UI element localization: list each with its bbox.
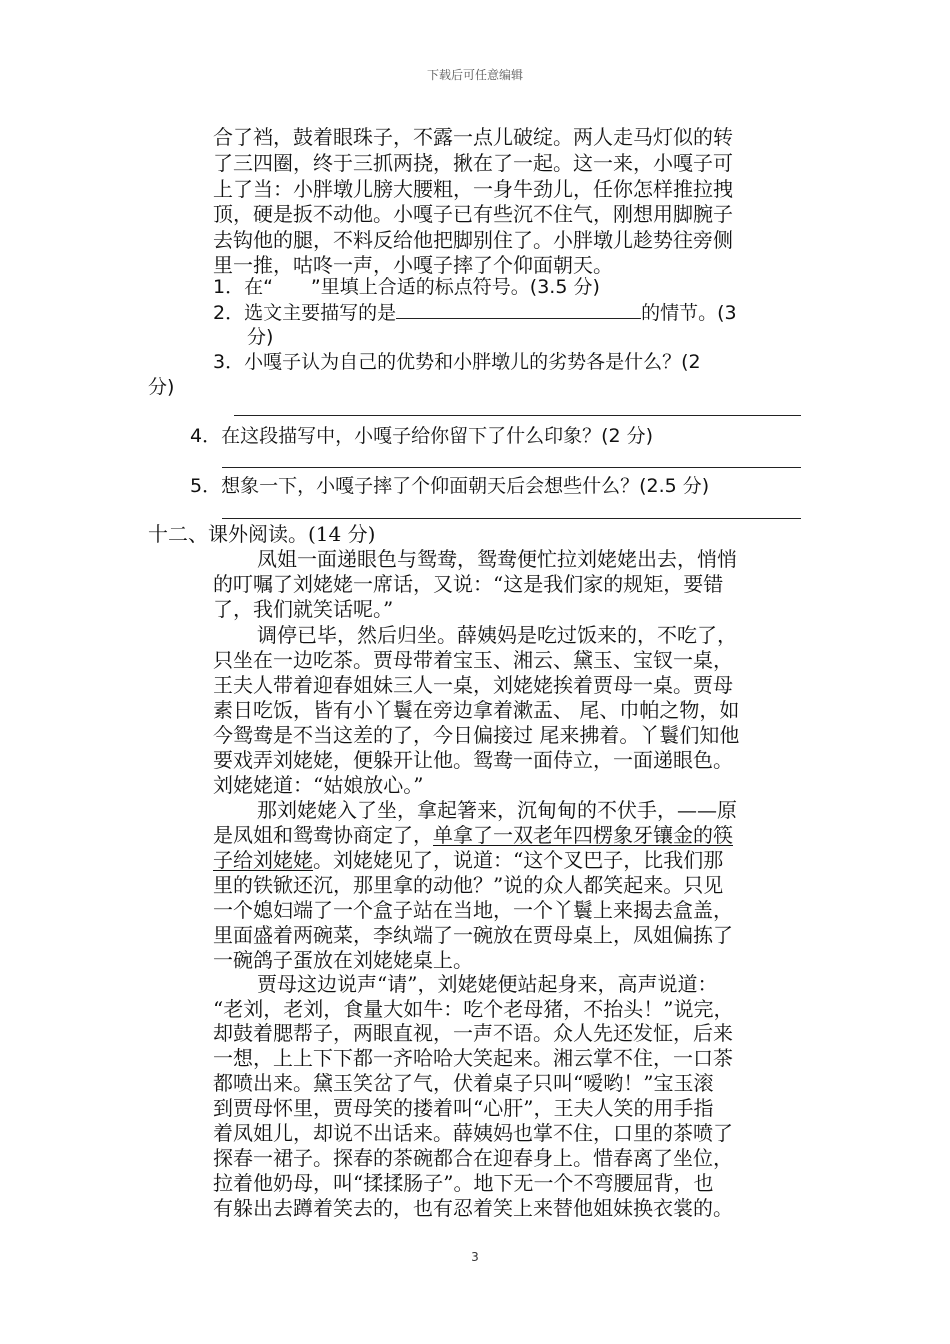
question-3-continuation: 分) <box>148 376 175 398</box>
passage-line: 到贾母怀里，贾母笑的搂着叫“心肝”，王夫人笑的用手指 <box>213 1096 714 1120</box>
passage-line: 合了裆，鼓着眼珠子，不露一点儿破绽。两人走马灯似的转 <box>213 125 733 149</box>
question-2-suffix: 的情节。(3 <box>641 302 737 324</box>
question-2-continuation: 分) <box>247 326 274 348</box>
passage-line: 却鼓着腮帮子，两眼直视，一声不语。众人先还发怔，后来 <box>213 1021 733 1045</box>
passage-line: 顶，硬是扳不动他。小嘎子已有些沉不住气，刚想用脚腕子 <box>213 202 733 226</box>
question-2 <box>213 300 737 325</box>
passage-line: 今鸳鸯是不当这差的了，今日偏接过 尾来拂着。丫鬟们知他 <box>213 723 740 747</box>
passage-line: 拉着他奶母，叫“揉揉肠子”。地下无一个不弯腰屈背，也 <box>213 1171 714 1195</box>
passage-line <box>213 848 723 872</box>
question-4: 4．在这段描写中，小嘎子给你留下了什么印象？(2 分) <box>190 425 654 447</box>
passage-line: 要戏弄刘姥姥，便躲开让他。鸳鸯一面侍立，一面递眼色。 <box>213 748 733 772</box>
passage-line: 里的铁锨还沉，那里拿的动他？”说的众人都笑起来。只见 <box>213 873 724 897</box>
question-5: 5．想象一下，小嘎子摔了个仰面朝天后会想些什么？(2.5 分) <box>190 475 710 497</box>
page-header: 下载后可任意编辑 <box>426 68 523 82</box>
passage-line: 凤姐一面递眼色与鸳鸯，鸳鸯便忙拉刘姥姥出去，悄悄 <box>257 547 737 571</box>
question-2-prefix: 2．选文主要描写的是 <box>213 302 397 324</box>
passage-text: 。刘姥姥见了，说道：“这个叉巴子，比我们那 <box>313 848 724 872</box>
passage-line: 一想，上上下下都一齐哈哈大笑起来。湘云掌不住，一口茶 <box>213 1046 733 1070</box>
passage-line: 都喷出来。黛玉笑岔了气，伏着桌子只叫“嗳哟！”宝玉滚 <box>213 1071 714 1095</box>
passage-line: 那刘姥姥入了坐，拿起箸来，沉甸甸的不伏手，——原 <box>257 798 737 822</box>
passage-line: 王夫人带着迎春姐妹三人一桌，刘姥姥挨着贾母一桌。贾母 <box>213 673 733 697</box>
section-heading: 十二、课外阅读。(14 分) <box>148 522 376 546</box>
answer-line[interactable] <box>222 518 801 519</box>
passage-line: 只坐在一边吃茶。贾母带着宝玉、湘云、黛玉、宝钗一桌， <box>213 648 733 672</box>
answer-blank[interactable] <box>396 300 641 319</box>
page-number: 3 <box>471 1250 479 1264</box>
answer-line[interactable] <box>234 415 801 416</box>
passage-line: 上了当：小胖墩儿膀大腰粗，一身牛劲儿，任你怎样推拉拽 <box>213 177 733 201</box>
passage-line: 里面盛着两碗菜，李纨端了一碗放在贾母桌上，凤姐偏拣了 <box>213 923 733 947</box>
passage-line: 了，我们就笑话呢。” <box>213 597 394 621</box>
passage-line: 了三四圈，终于三抓两挠，揪在了一起。这一来，小嘎子可 <box>213 151 733 175</box>
passage-line: 的叮嘱了刘姥姥一席话，又说：“这是我们家的规矩，要错 <box>213 572 724 596</box>
underlined-text: 子给刘姥姥 <box>213 848 313 872</box>
underlined-text: 单拿了一双老年四楞象牙镶金的筷 <box>433 823 733 847</box>
passage-text: 是凤姐和鸳鸯协商定了， <box>213 823 433 847</box>
passage-line: 素日吃饭，皆有小丫鬟在旁边拿着漱盂、 尾、巾帕之物，如 <box>213 698 740 722</box>
passage-line: 着凤姐儿，却说不出话来。薛姨妈也掌不住，口里的茶喷了 <box>213 1121 733 1145</box>
passage-line: 一碗鸽子蛋放在刘姥姥桌上。 <box>213 948 473 972</box>
passage-line: 刘姥姥道：“姑娘放心。” <box>213 773 424 797</box>
passage-line: “老刘，老刘，食量大如牛：吃个老母猪，不抬头！”说完， <box>213 997 734 1021</box>
passage-line: 有躲出去蹲着笑去的，也有忍着笑上来替他姐妹换衣裳的。 <box>213 1196 733 1220</box>
passage-line: 里一推，咕咚一声，小嘎子摔了个仰面朝天。 <box>213 253 613 277</box>
passage-line: 贾母这边说声“请”，刘姥姥便站起身来，高声说道： <box>257 972 718 996</box>
passage-line <box>213 823 733 847</box>
passage-line: 调停已毕，然后归坐。薛姨妈是吃过饭来的，不吃了， <box>257 623 737 647</box>
answer-line[interactable] <box>222 467 801 468</box>
passage-line: 一个媳妇端了一个盒子站在当地，一个丫鬟上来揭去盒盖， <box>213 898 733 922</box>
passage-line: 去钩他的腿，不料反给他把脚别住了。小胖墩儿趁势往旁侧 <box>213 228 733 252</box>
question-3: 3．小嘎子认为自己的优势和小胖墩儿的劣势各是什么？(2 <box>213 351 701 373</box>
question-1: 1．在“ ”里填上合适的标点符号。(3.5 分) <box>213 276 600 298</box>
passage-line: 探春一裙子。探春的茶碗都合在迎春身上。惜春离了坐位， <box>213 1146 733 1170</box>
